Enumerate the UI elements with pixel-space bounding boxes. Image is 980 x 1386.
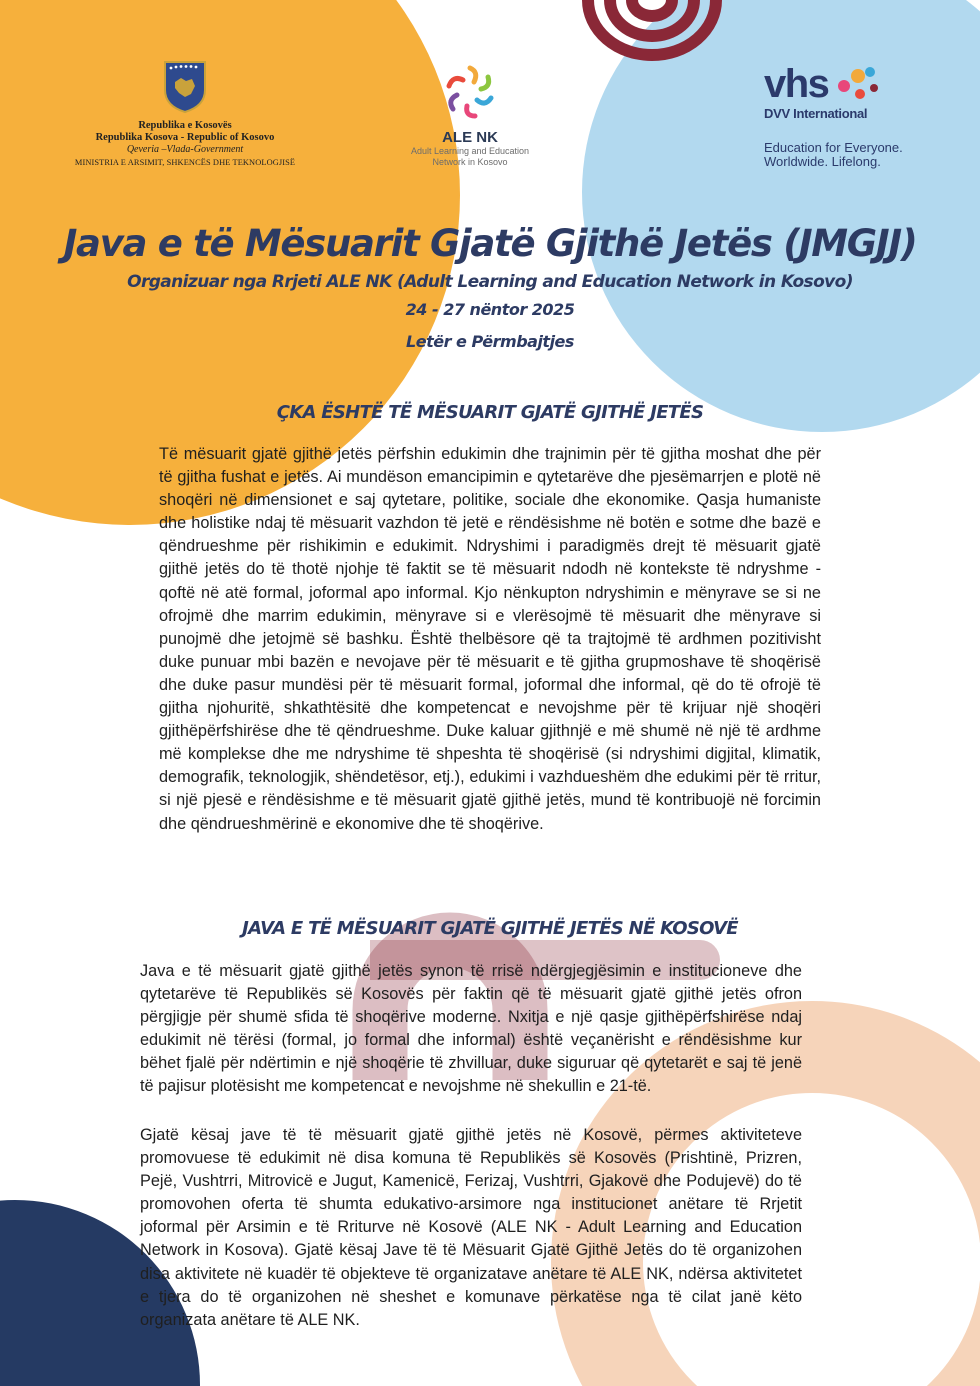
kosovo-republic-line: Republika e Kosovës (138, 120, 232, 131)
section-heading-what-is-lll: ÇKA ËSHTË TË MËSUARIT GJATË GJITHË JETËS (276, 402, 704, 423)
dvv-international-logo (764, 62, 954, 169)
dvv-tagline-line1: Education for Everyone. (764, 140, 903, 155)
vhs-dots-icon (836, 64, 882, 104)
kosovo-republic-multilingual-line: Republika Kosova - Republic of Kosovo (95, 132, 275, 143)
ale-nk-subtitle-line2: Network in Kosovo (432, 157, 508, 167)
kosovo-government-logo (60, 60, 310, 170)
government-line: Qeveria –Vlada-Government (126, 144, 244, 155)
vhs-wordmark: vhs (764, 62, 829, 106)
dvv-international-name: DVV International (764, 106, 868, 121)
section-body-lll-week-paragraph2: Gjatë kësaj jave të të mësuarit gjatë gjithë jetës në Kosovë, përmes aktiviteteve promovuese të edukimit në disa komuna të Republikës së Kosovës (Prishtinë, Prizren, Pejë, Vushtrri, Mitrovicë e Jugut, Kamenicë, Ferizaj, Vushtrri, Gjakovë dhe Podujevë) do të promovohen oferta të shumta edukativo-arsimore nga institucionet anëtare të Rrjetit joformal për Arsimin e të Rriturve në Kosovë (ALE NK - Adult Learning and Education Network in Kosova). Gjatë kësaj Jave të të Mësuarit Gjatë Gjithë Jetës do të organizohen disa aktivitete në kuadër të objekteve të organizatave anëtare të ALE NK, ndërsa aktivitetet e tjera do të organizohen në sheshet e komunave përkatëse nga të cilat janë këto organizata anëtare të ALE NK. (140, 1126, 802, 1329)
event-dates: 24 - 27 nëntor 2025 (405, 300, 575, 319)
page-title: Java e të Mësuarit Gjatë Gjithë Jetës (JMGJJ) (63, 222, 917, 265)
dvv-tagline-line2: Worldwide. Lifelong. (764, 154, 881, 169)
organizer-subtitle: Organizuar nga Rrjeti ALE NK (Adult Learning and Education Network in Kosovo) (127, 272, 853, 292)
section-body-lll-week-paragraph1: Java e të mësuarit gjatë gjithë jetës synon të rrisë ndërgjegjësimin e institucioneve dhe qytetarëve të Republikës së Kosovës për faktin që të mësuarit gjatë gjithë jetës ofron përgjigje për shumë sfida të shoqërive moderne. Nxitja e një qasje gjithëpërfshirëse ndaj edukimit në tërësi (formal, jo formal dhe informal) është veçanërisht e rëndësishme kur bëhet fjalë për ndërtimin e një shoqërie të zhvilluar, duke siguruar që qytetarët e saj të jenë të pajisur plotësisht me kompetencat e nevojshme në shekullin e 21-të. (140, 962, 802, 1096)
kosovo-emblem-icon (161, 60, 209, 114)
document-type: Letër e Përmbajtjes (406, 332, 574, 351)
ale-nk-flower-icon (441, 62, 499, 122)
ale-nk-logo (400, 62, 540, 168)
ale-nk-name: ALE NK (442, 129, 498, 146)
section-body-what-is-lll: Të mësuarit gjatë gjithë jetës përfshin edukimin dhe trajnimin për të gjitha moshat dhe për të gjitha fushat e jetës. Ai mundëson emancipimin e qytetarëve dhe pjesëmarrjen e plotë në shoqëri në dimensionet e saj qytetare, politike, sociale dhe ekonomike. Qasja humaniste dhe holistike ndaj të mësuarit vazhdon të jetë e rëndësishme në botën e sotme dhe bazë e qëndrueshme për rishikimin e edukimit. Ndryshimi i paradigmës drejt të mësuarit gjatë gjithë jetës do të thotë njohje të faktit se të mësuarit ndodh në kontekste të ndryshme - qoftë në atë formal, joformal apo informal. Kjo nënkupton ndryshimin e mënyrave se si ne ofrojmë dhe marrim edukimin, mënyrave si e vlerësojmë të mësuarit dhe mënyrave si punojmë dhe jetojmë së bashku. Është thelbësore që ta trajtojmë të ardhmen pozitivisht duke punuar mbi bazën e nevojave për të mësuarit e të gjitha grupmoshave të shoqërisë dhe duke pasur mundësi për të mësuarit formal, joformal dhe informal, që do të ofrojë të gjitha njohuritë, shkathtësitë dhe kompetencat e nevojshme për të krijuar një shoqëri gjithëpërfshirëse dhe të qëndrueshme. Duke kaluar gjithnjë e më shumë në një të ardhme më komplekse dhe me ndryshime të shpeshta të shoqërisë (si ndryshimi digjital, klimatik, demografik, teknologjik, shëndetësor, etj.), edukimi i vazhdueshëm dhe edukimi për të rritur, si një pjesë e rëndësishme e të mësuarit gjatë gjithë jetës, mund të kontribuojë në forcimin dhe qëndrueshmërinë e ekonomive dhe të shoqërive. (159, 445, 821, 833)
ale-nk-subtitle-line1: Adult Learning and Education (410, 146, 530, 156)
ministry-line: MINISTRIA E ARSIMIT, SHKENCËS DHE TEKNOLOGJISË (74, 158, 296, 167)
section-heading-lll-week-kosovo: JAVA E TË MËSUARIT GJATË GJITHË JETËS NË KOSOVË (242, 918, 738, 939)
